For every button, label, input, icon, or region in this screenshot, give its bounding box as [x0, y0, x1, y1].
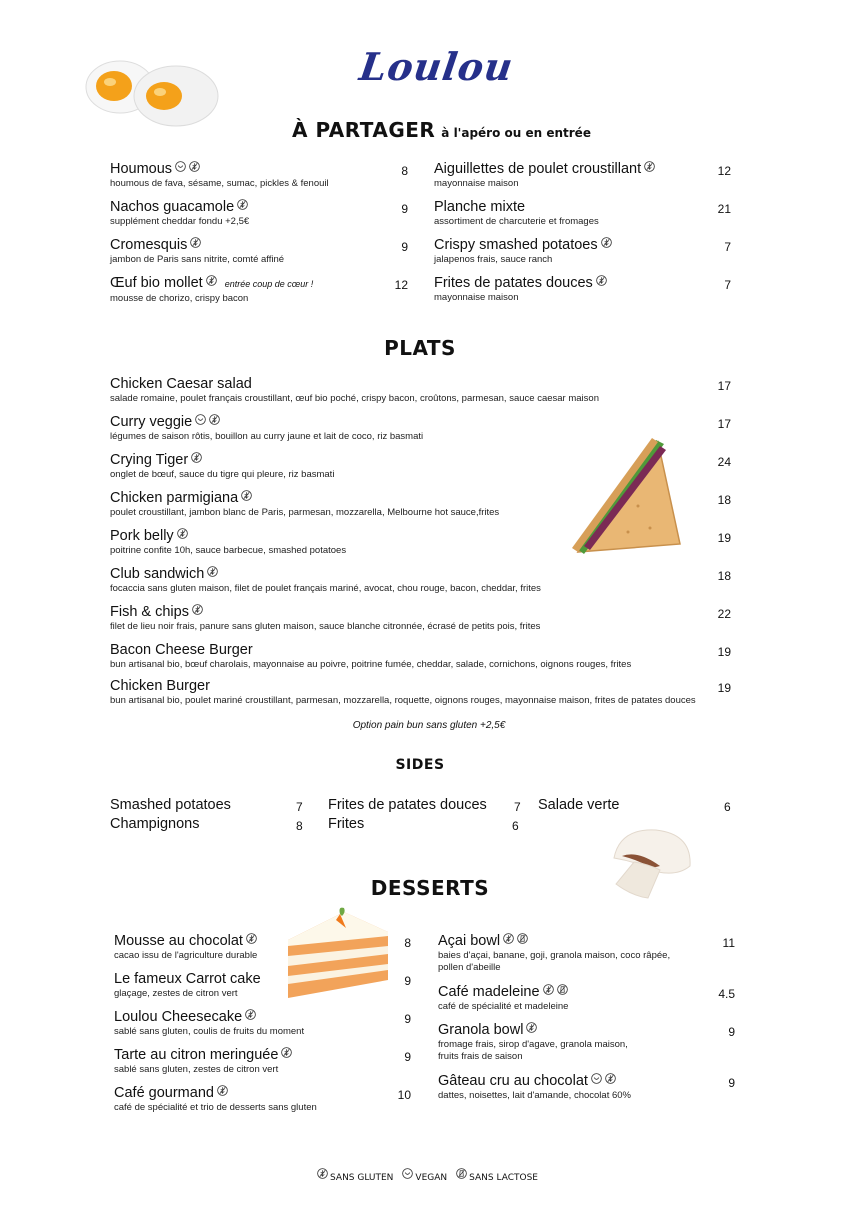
- item-name: Bacon Cheese Burger: [110, 642, 253, 658]
- menu-item: [110, 566, 541, 595]
- item-description: cacao issu de l'agriculture durable: [114, 950, 258, 961]
- item-note: entrée coup de cœur !: [224, 279, 314, 289]
- section-title-apero: [292, 118, 591, 142]
- vegan-icon: [175, 161, 186, 172]
- lactose-free-icon: [557, 984, 568, 995]
- item-price: 18: [717, 569, 731, 583]
- menu-item: [434, 237, 612, 266]
- side-name: Champignons: [110, 816, 200, 832]
- item-price: 22: [717, 607, 731, 621]
- item-description: dattes, noisettes, lait d'amande, chocolat 60%: [438, 1090, 631, 1101]
- item-name: Le fameux Carrot cake: [114, 971, 261, 987]
- item-name: Café gourmand: [114, 1085, 214, 1101]
- item-price: 17: [717, 417, 731, 431]
- menu-item: [110, 237, 284, 266]
- item-price: 19: [717, 531, 731, 545]
- gluten-free-icon: [237, 199, 248, 210]
- item-price: 8: [401, 164, 408, 178]
- menu-item: [114, 1009, 304, 1038]
- item-name: Houmous: [110, 161, 173, 177]
- menu-item: [110, 414, 423, 443]
- item-description: jalapenos frais, sauce ranch: [434, 254, 553, 265]
- item-price: 18: [717, 493, 731, 507]
- vegan-icon: [402, 1168, 413, 1179]
- item-name: Frites de patates douces: [434, 275, 593, 291]
- item-description: onglet de bœuf, sauce du tigre qui pleure, riz basmati: [110, 469, 335, 480]
- item-description: filet de lieu noir frais, panure sans gluten maison, sauce blanche citronnée, écrasé de petits pois, frites: [110, 621, 541, 632]
- item-name: Œuf bio mollet: [110, 275, 203, 291]
- gluten-free-icon: [207, 566, 218, 577]
- gluten-free-icon: [191, 452, 202, 463]
- dietary-legend: [0, 1168, 858, 1183]
- item-description: bun artisanal bio, poulet mariné croustillant, parmesan, mozzarella, roquette, oignons rouges, mayonnaise maison, frites de patates douces: [110, 695, 696, 706]
- item-description: café de spécialité et trio de desserts sans gluten: [114, 1102, 317, 1113]
- menu-item: [110, 642, 631, 671]
- legend-vegan-label: VEGAN: [415, 1173, 448, 1183]
- eggs-illustration-icon: [84, 56, 224, 132]
- vegan-icon: [591, 1073, 602, 1084]
- item-name: Cromesquis: [110, 237, 188, 253]
- item-name: Açai bowl: [438, 933, 501, 949]
- item-description: houmous de fava, sésame, sumac, pickles & fenouil: [110, 178, 329, 189]
- plats-option-note: Option pain bun sans gluten +2,5€: [352, 720, 506, 731]
- item-price: 9: [728, 1076, 735, 1090]
- item-description: fromage frais, sirop d'agave, granola maison,: [438, 1039, 628, 1050]
- item-price: 19: [717, 681, 731, 695]
- item-price: 10: [397, 1088, 411, 1102]
- item-description: baies d'açai, banane, goji, granola maison, coco râpée,: [438, 950, 671, 961]
- legend-gluten-free-label: SANS GLUTEN: [330, 1173, 394, 1183]
- side-price: 8: [296, 819, 303, 833]
- menu-item: [110, 490, 499, 519]
- item-description: poitrine confite 10h, sauce barbecue, smashed potatoes: [110, 545, 347, 556]
- item-price: 9: [404, 1050, 411, 1064]
- section-subtitle: à l'apéro ou en entrée: [441, 126, 591, 140]
- gluten-free-icon: [209, 414, 220, 425]
- side-price: 6: [724, 800, 731, 814]
- item-description: glaçage, zestes de citron vert: [114, 988, 238, 999]
- item-description: sablé sans gluten, zestes de citron vert: [114, 1064, 279, 1075]
- restaurant-logo: Loulou: [356, 44, 517, 89]
- item-price: 21: [717, 202, 731, 216]
- gluten-free-icon: [192, 604, 203, 615]
- item-price: 9: [401, 240, 408, 254]
- item-description: légumes de saison rôtis, bouillon au curry jaune et lait de coco, riz basmati: [110, 431, 424, 442]
- item-name: Mousse au chocolat: [114, 933, 243, 949]
- item-name: Tarte au citron meringuée: [114, 1047, 279, 1063]
- section-title-sides: SIDES: [395, 757, 445, 773]
- side-price: 7: [514, 800, 521, 814]
- item-description: salade romaine, poulet français croustillant, œuf bio poché, crispy bacon, croûtons, parmesan, sauce caesar maison: [110, 393, 599, 404]
- lactose-free-icon: [456, 1168, 467, 1179]
- side-price: 6: [512, 819, 519, 833]
- item-description-line2: fruits frais de saison: [438, 1051, 523, 1062]
- gluten-free-icon: [605, 1073, 616, 1084]
- gluten-free-icon: [601, 237, 612, 248]
- section-title-desserts: DESSERTS: [370, 876, 490, 900]
- item-price: 17: [717, 379, 731, 393]
- gluten-free-icon: [245, 1009, 256, 1020]
- section-title-plats: PLATS: [384, 336, 456, 360]
- item-name: Pork belly: [110, 528, 174, 544]
- item-name: Granola bowl: [438, 1022, 524, 1038]
- gluten-free-icon: [281, 1047, 292, 1058]
- item-name: Chicken Caesar salad: [110, 376, 252, 392]
- item-description: café de spécialité et madeleine: [438, 1001, 569, 1012]
- menu-item: [114, 933, 257, 962]
- gluten-free-icon: [503, 933, 514, 944]
- item-name: Fish & chips: [110, 604, 189, 620]
- item-price: 19: [717, 645, 731, 659]
- item-price: 12: [717, 164, 731, 178]
- menu-item: [434, 199, 599, 228]
- item-name: Gâteau cru au chocolat: [438, 1073, 588, 1089]
- item-price: 7: [724, 240, 731, 254]
- item-name: Nachos guacamole: [110, 199, 235, 215]
- gluten-free-icon: [543, 984, 554, 995]
- item-price: 11: [722, 936, 735, 950]
- menu-item: [438, 1073, 631, 1102]
- item-description: mayonnaise maison: [434, 292, 519, 303]
- item-description-line2: pollen d'abeille: [438, 962, 501, 973]
- item-price: 4.5: [718, 987, 735, 1001]
- item-price: 9: [404, 974, 411, 988]
- menu-item: [434, 275, 607, 304]
- menu-item: [110, 528, 346, 557]
- item-description: supplément cheddar fondu +2,5€: [110, 216, 250, 227]
- gluten-free-icon: [206, 275, 217, 286]
- gluten-free-icon: [246, 933, 257, 944]
- menu-item: [110, 452, 334, 481]
- section-title-text: À PARTAGER: [292, 118, 436, 142]
- item-name: Crispy smashed potatoes: [434, 237, 598, 253]
- item-name: Aiguillettes de poulet croustillant: [434, 161, 642, 177]
- side-name: Frites de patates douces: [328, 797, 487, 813]
- item-name: Planche mixte: [434, 199, 526, 215]
- menu-item: [110, 376, 599, 405]
- side-name: Frites: [328, 816, 365, 832]
- lactose-free-icon: [517, 933, 528, 944]
- vegan-icon: [195, 414, 206, 425]
- item-description: poulet croustillant, jambon blanc de Paris, parmesan, mozzarella, Melbourne hot sauce,frites: [110, 507, 500, 518]
- item-description: focaccia sans gluten maison, filet de poulet français mariné, avocat, chou rouge, bacon, cheddar, frites: [110, 583, 541, 594]
- side-price: 7: [296, 800, 303, 814]
- menu-item: [110, 199, 249, 228]
- menu-item: [110, 275, 313, 305]
- item-name: Club sandwich: [110, 566, 205, 582]
- item-price: 8: [404, 936, 411, 950]
- menu-item: [438, 984, 568, 1013]
- item-price: 7: [724, 278, 731, 292]
- menu-item: [438, 933, 670, 974]
- item-price: 9: [728, 1025, 735, 1039]
- item-price: 12: [394, 278, 408, 292]
- gluten-free-icon: [644, 161, 655, 172]
- gluten-free-icon: [189, 161, 200, 172]
- menu-item: [434, 161, 655, 190]
- item-name: Crying Tiger: [110, 452, 189, 468]
- gluten-free-icon: [241, 490, 252, 501]
- menu-item: [110, 161, 329, 190]
- gluten-free-icon: [217, 1085, 228, 1096]
- side-name: Smashed potatoes: [110, 797, 231, 813]
- menu-item: [114, 1085, 317, 1114]
- item-description: jambon de Paris sans nitrite, comté affiné: [110, 254, 285, 265]
- item-price: 9: [401, 202, 408, 216]
- item-name: Chicken Burger: [110, 678, 210, 694]
- item-price: 24: [717, 455, 731, 469]
- item-description: mayonnaise maison: [434, 178, 519, 189]
- item-name: Curry veggie: [110, 414, 193, 430]
- menu-item: [114, 971, 261, 1000]
- sandwich-illustration-icon: [568, 436, 686, 558]
- gluten-free-icon: [177, 528, 188, 539]
- item-description: sablé sans gluten, coulis de fruits du moment: [114, 1026, 305, 1037]
- item-price: 9: [404, 1012, 411, 1026]
- item-description: bun artisanal bio, bœuf charolais, mayonnaise au poivre, poitrine fumée, cheddar, salade, cornichons, oignons rouges, frites: [110, 659, 632, 670]
- item-name: Chicken parmigiana: [110, 490, 239, 506]
- gluten-free-icon: [596, 275, 607, 286]
- legend-lactose-free-label: SANS LACTOSE: [469, 1173, 538, 1183]
- side-name: Salade verte: [538, 797, 620, 813]
- menu-item: [110, 678, 696, 707]
- menu-item: [110, 604, 540, 633]
- gluten-free-icon: [317, 1168, 328, 1179]
- gluten-free-icon: [190, 237, 201, 248]
- item-name: Café madeleine: [438, 984, 540, 1000]
- item-name: Loulou Cheesecake: [114, 1009, 243, 1025]
- menu-item: [114, 1047, 292, 1076]
- menu-item: [438, 1022, 628, 1063]
- item-description: assortiment de charcuterie et fromages: [434, 216, 599, 227]
- gluten-free-icon: [526, 1022, 537, 1033]
- item-description: mousse de chorizo, crispy bacon: [110, 293, 249, 304]
